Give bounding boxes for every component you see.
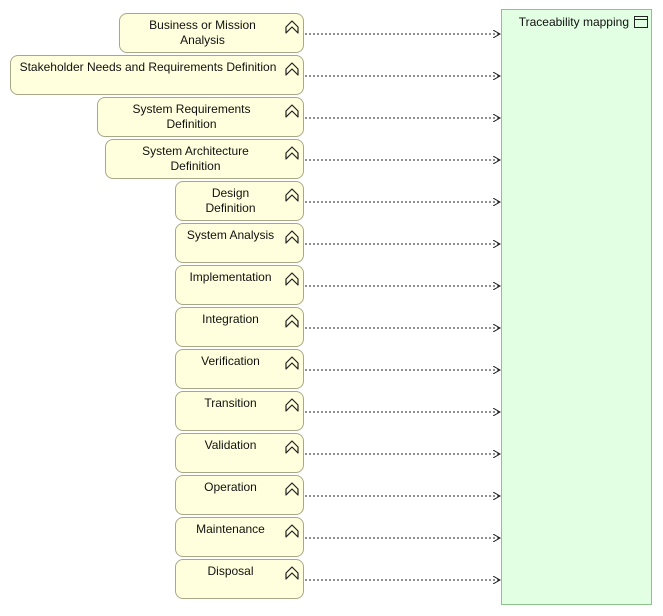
business-process-element[interactable]: [97, 97, 304, 137]
business-process-element[interactable]: [175, 475, 304, 515]
business-process-element[interactable]: [175, 433, 304, 473]
process-chevron-icon: [284, 313, 300, 329]
process-chevron-icon: [284, 481, 300, 497]
process-chevron-icon: [284, 355, 300, 371]
process-chevron-icon: [284, 145, 300, 161]
application-element-traceability-mapping[interactable]: [501, 9, 652, 605]
process-label: System Architecture Definition: [142, 144, 249, 173]
business-process-element[interactable]: [175, 307, 304, 347]
business-process-element[interactable]: [175, 223, 304, 263]
business-process-element[interactable]: [175, 265, 304, 305]
process-label: Integration: [202, 312, 259, 326]
business-process-element[interactable]: [119, 13, 304, 53]
business-process-element[interactable]: [175, 559, 304, 599]
process-label: Disposal: [207, 564, 254, 578]
process-chevron-icon: [284, 565, 300, 581]
process-label: Implementation: [189, 270, 272, 284]
process-label: Design Definition: [205, 186, 256, 215]
process-label: Transition: [204, 396, 257, 410]
process-chevron-icon: [284, 19, 300, 35]
process-label: Verification: [201, 354, 260, 368]
process-label: Business or Mission Analysis: [149, 18, 256, 47]
process-chevron-icon: [284, 61, 300, 77]
business-process-element[interactable]: [175, 517, 304, 557]
process-chevron-icon: [284, 271, 300, 287]
process-label: Stakeholder Needs and Requirements Definition: [19, 60, 277, 74]
process-chevron-icon: [284, 103, 300, 119]
process-label: Validation: [204, 438, 257, 452]
business-process-element[interactable]: [105, 139, 304, 179]
process-label: Maintenance: [196, 522, 265, 536]
process-chevron-icon: [284, 523, 300, 539]
application-label: Traceability mapping: [518, 15, 629, 29]
process-label: Operation: [204, 480, 257, 494]
business-process-element[interactable]: [175, 391, 304, 431]
process-chevron-icon: [284, 397, 300, 413]
business-process-element[interactable]: [10, 55, 304, 95]
process-chevron-icon: [284, 187, 300, 203]
business-process-element[interactable]: [175, 349, 304, 389]
process-label: System Analysis: [186, 228, 275, 242]
process-label: System Requirements Definition: [132, 102, 251, 131]
process-chevron-icon: [284, 229, 300, 245]
component-icon: [634, 16, 648, 28]
business-process-element[interactable]: [175, 181, 304, 221]
process-chevron-icon: [284, 439, 300, 455]
